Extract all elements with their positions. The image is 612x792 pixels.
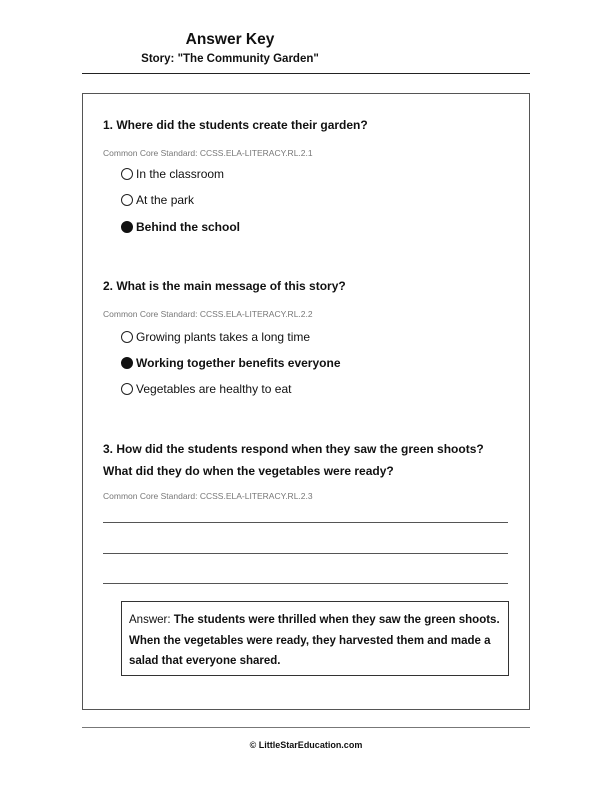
question-3-text xyxy=(103,438,484,482)
option-label: At the park xyxy=(136,193,195,207)
radio-filled-icon[interactable] xyxy=(121,221,133,233)
footer-divider xyxy=(82,727,530,728)
option-label: Working together benefits everyone xyxy=(136,356,341,370)
option-label: Growing plants takes a long time xyxy=(136,330,311,344)
question-2-standard: Common Core Standard: CCSS.ELA-LITERACY.RL.2.2 xyxy=(103,309,313,319)
question-2-option-1[interactable] xyxy=(121,329,310,345)
radio-empty-icon[interactable] xyxy=(121,168,133,180)
radio-empty-icon[interactable] xyxy=(121,331,133,343)
question-2-text: 2. What is the main message of this story? xyxy=(103,279,346,293)
question-1-option-1[interactable] xyxy=(121,166,224,182)
question-3-standard: Common Core Standard: CCSS.ELA-LITERACY.RL.2.3 xyxy=(103,491,313,501)
page-title: Answer Key xyxy=(185,31,275,48)
answer-writing-line-1[interactable] xyxy=(103,522,508,523)
question-1-text: 1. Where did the students create their garden? xyxy=(103,118,368,132)
question-1-standard: Common Core Standard: CCSS.ELA-LITERACY.RL.2.1 xyxy=(103,148,313,158)
question-3-line-2: What did they do when the vegetables were ready? xyxy=(103,464,394,478)
footer-copyright: © LittleStarEducation.com xyxy=(249,740,363,750)
option-label: In the classroom xyxy=(136,167,225,181)
question-3-line-1: 3. How did the students respond when they saw the green shoots? xyxy=(103,442,484,456)
question-2-option-2[interactable] xyxy=(121,355,341,371)
option-label: Vegetables are healthy to eat xyxy=(136,382,292,396)
story-subtitle: Story: "The Community Garden" xyxy=(141,53,319,65)
question-1-option-3[interactable] xyxy=(121,219,240,235)
header-divider xyxy=(82,73,530,74)
answer-writing-line-2[interactable] xyxy=(103,553,508,554)
option-label: Behind the school xyxy=(136,220,241,234)
radio-empty-icon[interactable] xyxy=(121,383,133,395)
answer-text: The students were thrilled when they saw the green shoots. When the vegetables were ready, they harvested them and made a salad that everyone shared. xyxy=(129,614,500,667)
answer-label: Answer: xyxy=(129,614,174,626)
radio-filled-icon[interactable] xyxy=(121,357,133,369)
answer-writing-line-3[interactable] xyxy=(103,583,508,584)
question-1-option-2[interactable] xyxy=(121,192,194,208)
answer-box xyxy=(121,601,509,676)
radio-empty-icon[interactable] xyxy=(121,194,133,206)
question-2-option-3[interactable] xyxy=(121,381,291,397)
